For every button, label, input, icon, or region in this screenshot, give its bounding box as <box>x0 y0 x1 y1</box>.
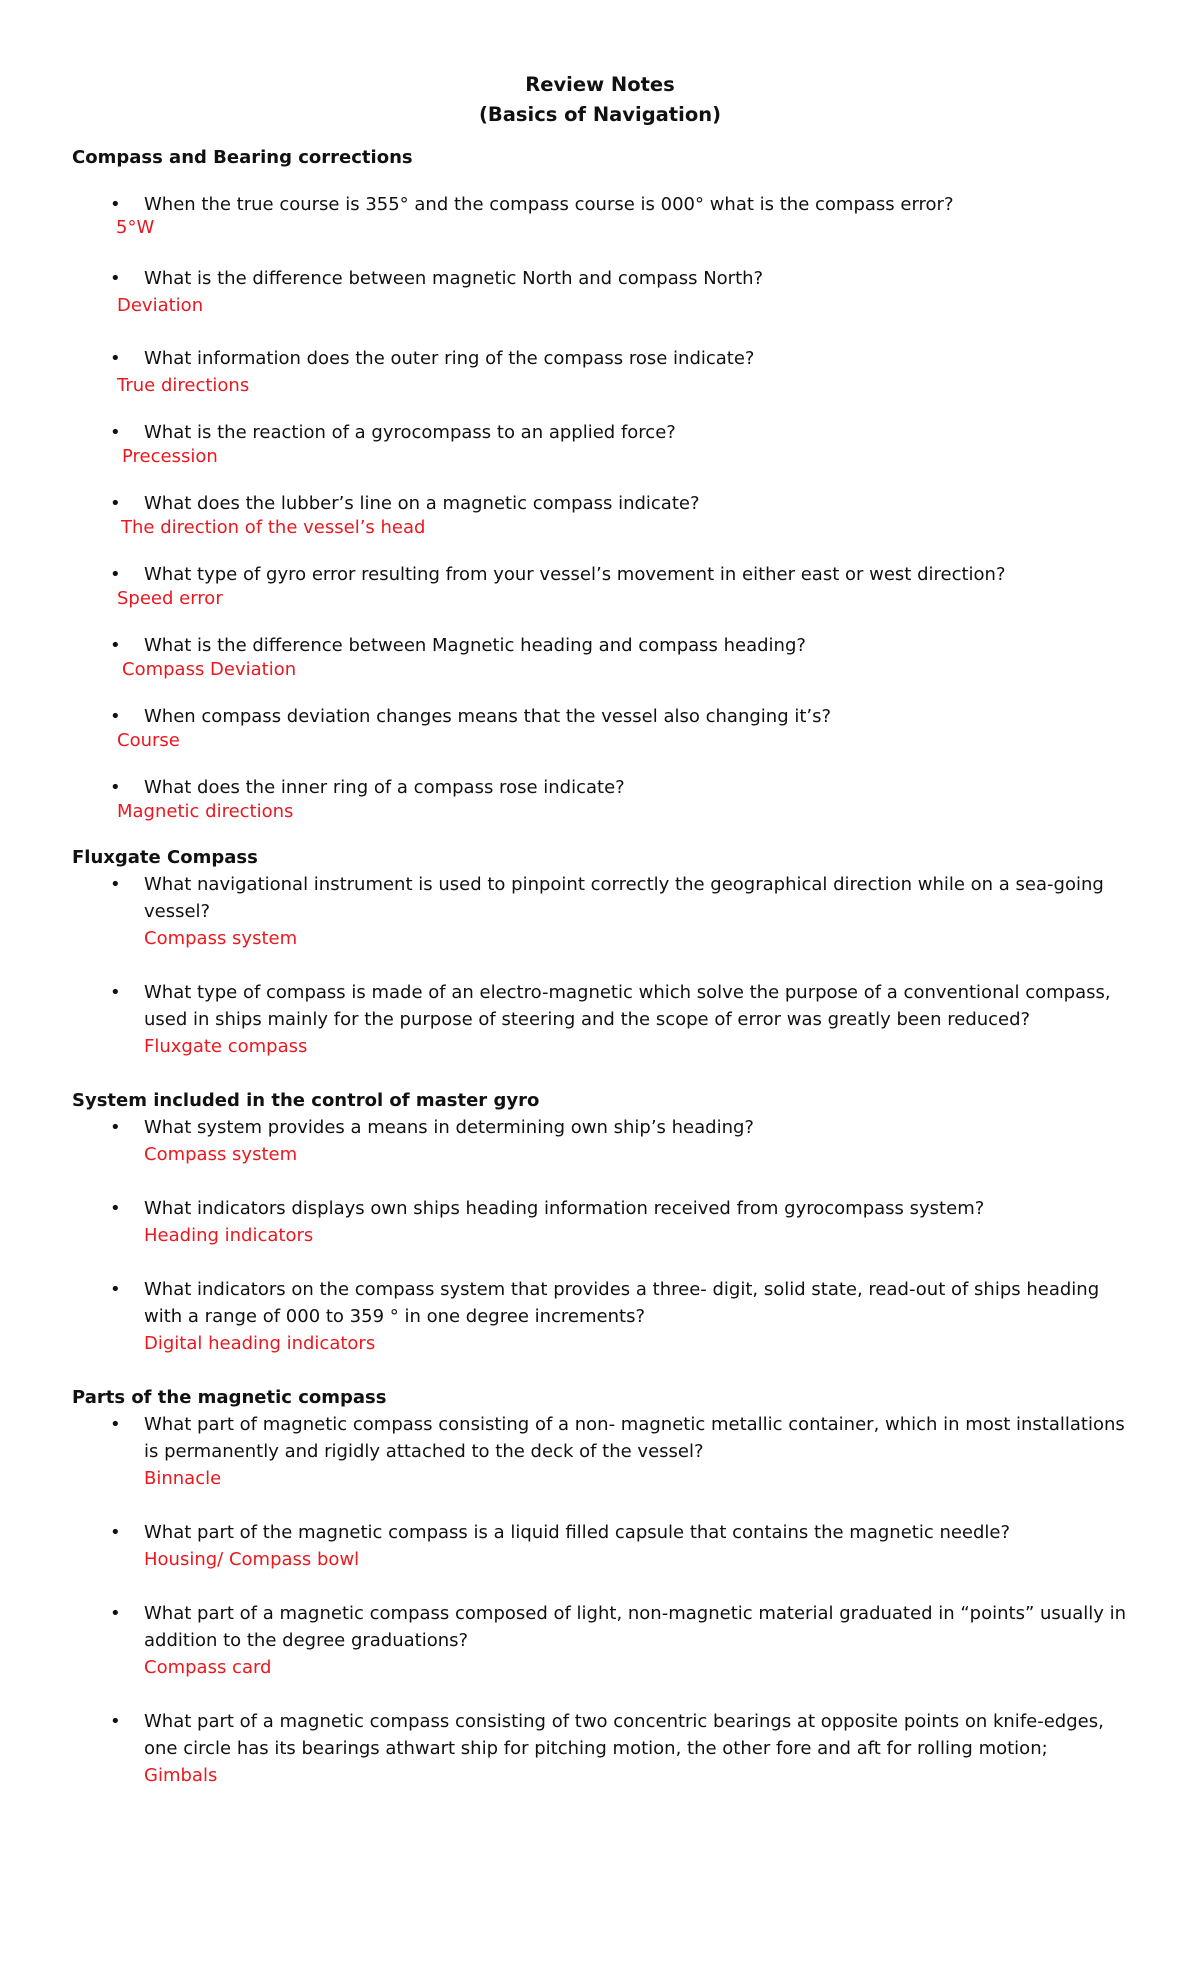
bullet-icon: • <box>110 493 121 514</box>
section-heading: Parts of the magnetic compass <box>72 1387 387 1408</box>
section-heading: Compass and Bearing corrections <box>72 147 413 168</box>
section-master-gyro <box>72 1087 1132 1357</box>
qa-item <box>72 490 1132 541</box>
section-heading: Fluxgate Compass <box>72 847 258 868</box>
answer-text: Housing/ Compass bowl <box>144 1549 360 1570</box>
bullet-icon: • <box>110 348 121 369</box>
qa-item <box>72 1114 1132 1168</box>
answer-text: Digital heading indicators <box>144 1333 376 1354</box>
bullet-icon: • <box>110 268 121 289</box>
answer-text: Gimbals <box>144 1765 218 1786</box>
answer-text: Heading indicators <box>144 1225 314 1246</box>
question-text: When compass deviation changes means that the vessel also changing it’s? <box>144 706 832 727</box>
qa-item <box>72 979 1132 1060</box>
bullet-icon: • <box>110 874 121 895</box>
bullet-icon: • <box>110 422 121 443</box>
answer-text: Magnetic directions <box>117 801 294 822</box>
bullet-icon: • <box>110 777 121 798</box>
bullet-icon: • <box>110 1117 121 1138</box>
answer-text: The direction of the vessel’s head <box>121 517 426 538</box>
qa-item <box>72 1708 1132 1789</box>
question-text: What part of a magnetic compass composed of light, non-magnetic material graduated in “points” usually in addition to the degree graduations? <box>144 1603 1127 1651</box>
bullet-icon: • <box>110 1198 121 1219</box>
bullet-icon: • <box>110 1522 121 1543</box>
qa-item <box>72 774 1132 825</box>
question-text: What part of the magnetic compass is a liquid filled capsule that contains the magnetic needle? <box>144 1522 1011 1543</box>
question-text: What is the reaction of a gyrocompass to an applied force? <box>144 422 676 443</box>
question-text: What indicators displays own ships heading information received from gyrocompass system? <box>144 1198 985 1219</box>
question-text: What indicators on the compass system that provides a three- digit, solid state, read-out of ships heading with a range of 000 to 359 ° in one degree increments? <box>144 1279 1100 1327</box>
qa-item <box>72 1276 1132 1357</box>
section-fluxgate <box>72 844 1132 1060</box>
answer-text: Precession <box>122 446 218 467</box>
qa-item <box>72 703 1132 754</box>
qa-item <box>72 345 1132 399</box>
bullet-icon: • <box>110 564 121 585</box>
question-text: What does the lubber’s line on a magnetic compass indicate? <box>144 493 700 514</box>
question-text: What part of magnetic compass consisting of a non- magnetic metallic container, which in most installations is permanently and rigidly attached to the deck of the vessel? <box>144 1414 1125 1462</box>
question-text: What is the difference between magnetic North and compass North? <box>144 268 764 289</box>
section-compass-bearing <box>72 144 1132 825</box>
answer-text: Course <box>117 730 180 751</box>
answer-text: Compass card <box>144 1657 272 1678</box>
qa-item <box>72 561 1132 612</box>
qa-item <box>72 265 1132 319</box>
question-text: What is the difference between Magnetic heading and compass heading? <box>144 635 806 656</box>
question-text: What information does the outer ring of the compass rose indicate? <box>144 348 755 369</box>
answer-text: Compass system <box>144 928 298 949</box>
bullet-icon: • <box>110 1414 121 1435</box>
question-text: What navigational instrument is used to pinpoint correctly the geographical direction while on a sea-going vessel? <box>144 874 1104 922</box>
answer-text: Compass system <box>144 1144 298 1165</box>
question-text: What does the inner ring of a compass rose indicate? <box>144 777 625 798</box>
question-text: What type of compass is made of an electro-magnetic which solve the purpose of a conventional compass, used in ships mainly for the purpose of steering and the scope of error was greatly been reduced? <box>144 982 1111 1030</box>
answer-text: 5°W <box>116 217 155 238</box>
qa-item <box>72 191 1132 241</box>
question-text: What part of a magnetic compass consisting of two concentric bearings at opposite points on knife-edges, one circle has its bearings athwart ship for pitching motion, the other fore and aft for rolling motion; <box>144 1711 1104 1759</box>
bullet-icon: • <box>110 1279 121 1300</box>
document-title: Review Notes <box>525 73 675 96</box>
answer-text: Binnacle <box>144 1468 222 1489</box>
question-text: What system provides a means in determining own ship’s heading? <box>144 1117 754 1138</box>
answer-text: Compass Deviation <box>122 659 297 680</box>
qa-item <box>72 1519 1132 1573</box>
answer-text: Fluxgate compass <box>144 1036 308 1057</box>
bullet-icon: • <box>110 1711 121 1732</box>
bullet-icon: • <box>110 194 121 215</box>
qa-item <box>72 1195 1132 1249</box>
answer-text: True directions <box>117 375 250 396</box>
section-heading: System included in the control of master gyro <box>72 1090 540 1111</box>
qa-item <box>72 1411 1132 1492</box>
bullet-icon: • <box>110 706 121 727</box>
document-page <box>72 70 1132 1816</box>
bullet-icon: • <box>110 1603 121 1624</box>
qa-item <box>72 1600 1132 1681</box>
answer-text: Speed error <box>117 588 223 609</box>
qa-item <box>72 871 1132 952</box>
document-subtitle: (Basics of Navigation) <box>478 103 722 126</box>
bullet-icon: • <box>110 635 121 656</box>
qa-item <box>72 419 1132 470</box>
question-text: What type of gyro error resulting from your vessel’s movement in either east or west direction? <box>144 564 1006 585</box>
qa-item <box>72 632 1132 683</box>
bullet-icon: • <box>110 982 121 1003</box>
question-text: When the true course is 355° and the compass course is 000° what is the compass error? <box>144 194 954 215</box>
section-magnetic-compass-parts <box>72 1384 1132 1789</box>
answer-text: Deviation <box>117 295 204 316</box>
